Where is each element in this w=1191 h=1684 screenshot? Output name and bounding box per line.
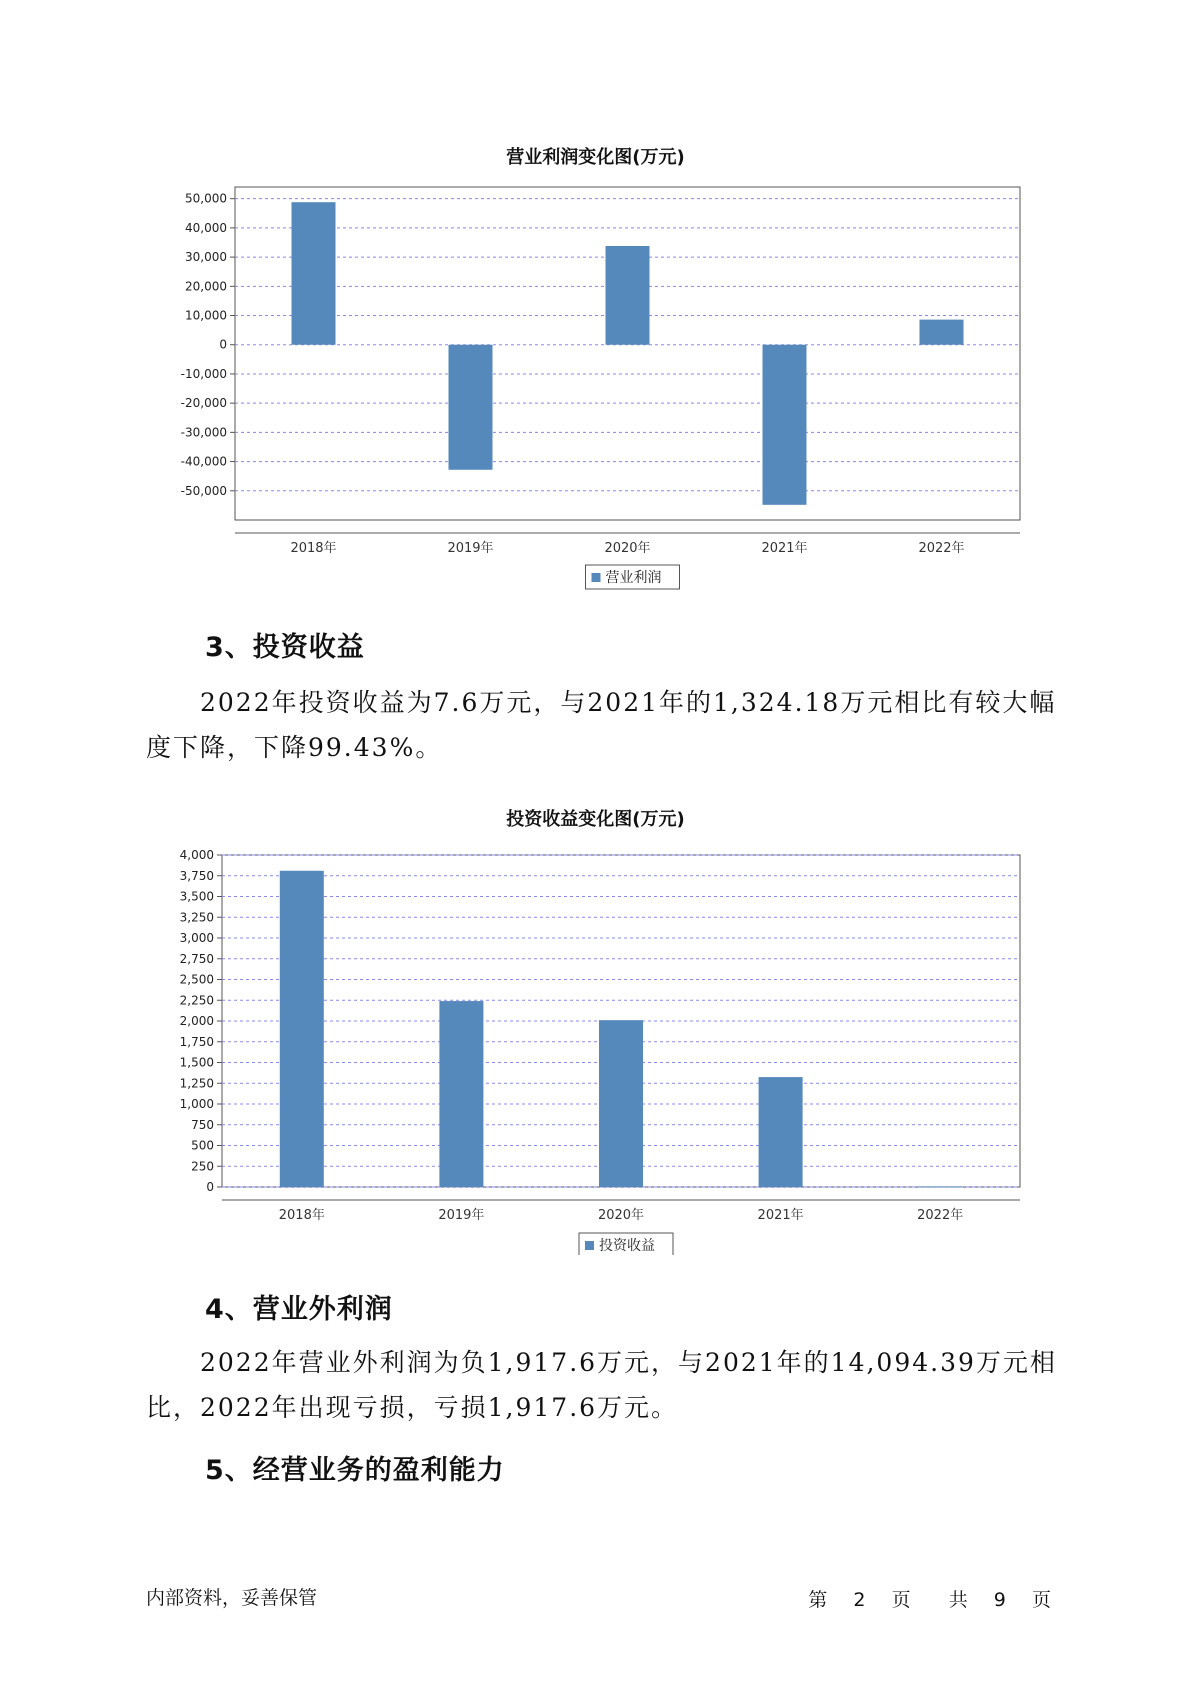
paragraph-investment-income: 2022年投资收益为7.6万元，与2021年的1,324.18万元相比有较大幅度下降，下降99.43%。 (146, 688, 1057, 762)
x-tick-label: 2019年 (438, 1208, 485, 1223)
y-tick-label: 2,500 (179, 972, 214, 987)
total-pages: 9 (993, 1589, 1006, 1611)
legend-label: 营业利润 (605, 570, 662, 586)
y-tick-label: 2,250 (179, 993, 214, 1008)
bar (918, 1186, 962, 1187)
y-tick-label: 1,500 (179, 1055, 214, 1070)
page-unit: 页 (891, 1589, 911, 1611)
y-tick-label: 30,000 (185, 250, 227, 265)
chart-title-operating-profit: 营业利润变化图(万元) (506, 147, 685, 168)
footer-page-number (808, 1585, 1051, 1612)
y-tick-label: 2,750 (179, 951, 214, 966)
bar (606, 246, 650, 345)
x-tick-label: 2022年 (917, 1208, 964, 1223)
bar (439, 1001, 483, 1187)
bar (599, 1020, 643, 1187)
y-tick-label: -10,000 (180, 366, 227, 381)
bar (280, 871, 324, 1187)
y-tick-label: 2,000 (179, 1014, 214, 1028)
y-tick-label: 20,000 (185, 279, 227, 294)
legend-swatch (592, 573, 601, 582)
x-tick-label: 2019年 (447, 541, 494, 556)
x-tick-label: 2018年 (290, 541, 337, 556)
x-tick-label: 2018年 (278, 1208, 325, 1223)
y-tick-label: 3,750 (179, 868, 214, 883)
plot-area (235, 187, 1020, 520)
y-tick-label: 1,000 (179, 1097, 214, 1111)
section-heading-business-profitability: 5、经营业务的盈利能力 (205, 1455, 505, 1486)
operating-profit-chart (0, 160, 1191, 600)
page-number: 2 (853, 1589, 866, 1611)
footer-confidential-note: 内部资料，妥善保管 (146, 1587, 318, 1609)
y-tick-label: 500 (191, 1138, 214, 1153)
page-prefix: 第 (808, 1589, 828, 1611)
investment-income-chart (0, 825, 1191, 1255)
x-tick-label: 2020年 (597, 1208, 645, 1223)
bar (920, 320, 964, 345)
legend-label: 投资收益 (599, 1238, 655, 1254)
y-tick-label: 40,000 (185, 220, 227, 235)
y-tick-label: 50,000 (185, 191, 227, 206)
total-unit: 页 (1031, 1589, 1051, 1611)
section-heading-non-operating-profit: 4、营业外利润 (205, 1294, 393, 1325)
y-tick-label: 3,250 (179, 910, 214, 925)
y-tick-label: -40,000 (180, 454, 227, 469)
y-tick-label: 0 (219, 337, 227, 352)
y-tick-label: 10,000 (185, 308, 227, 323)
chart-title-investment-income: 投资收益变化图(万元) (506, 809, 685, 830)
y-tick-label: 1,750 (179, 1034, 214, 1049)
bar (449, 345, 493, 470)
x-tick-label: 2022年 (918, 541, 965, 556)
y-tick-label: 750 (191, 1117, 214, 1132)
y-tick-label: 4,000 (179, 848, 214, 862)
y-tick-label: 0 (206, 1180, 214, 1194)
paragraph-non-operating-profit: 2022年营业外利润为负1,917.6万元，与2021年的14,094.39万元相比，2022年出现亏损，亏损1,917.6万元。 (146, 1348, 1057, 1422)
section-heading-investment-income: 3、投资收益 (205, 632, 365, 663)
bar (759, 1077, 803, 1187)
legend-swatch (585, 1241, 594, 1250)
x-tick-label: 2021年 (757, 1208, 804, 1223)
x-tick-label: 2020年 (604, 541, 651, 556)
bar (292, 202, 336, 345)
bar (763, 345, 807, 505)
y-tick-label: 1,250 (179, 1076, 214, 1091)
y-tick-label: -30,000 (180, 425, 227, 440)
y-tick-label: 3,000 (179, 931, 214, 945)
y-tick-label: 3,500 (179, 889, 214, 904)
y-tick-label: 250 (191, 1159, 214, 1174)
y-tick-label: -20,000 (180, 396, 227, 411)
y-tick-label: -50,000 (180, 483, 227, 498)
total-prefix: 共 (948, 1589, 968, 1611)
x-tick-label: 2021年 (761, 541, 808, 556)
